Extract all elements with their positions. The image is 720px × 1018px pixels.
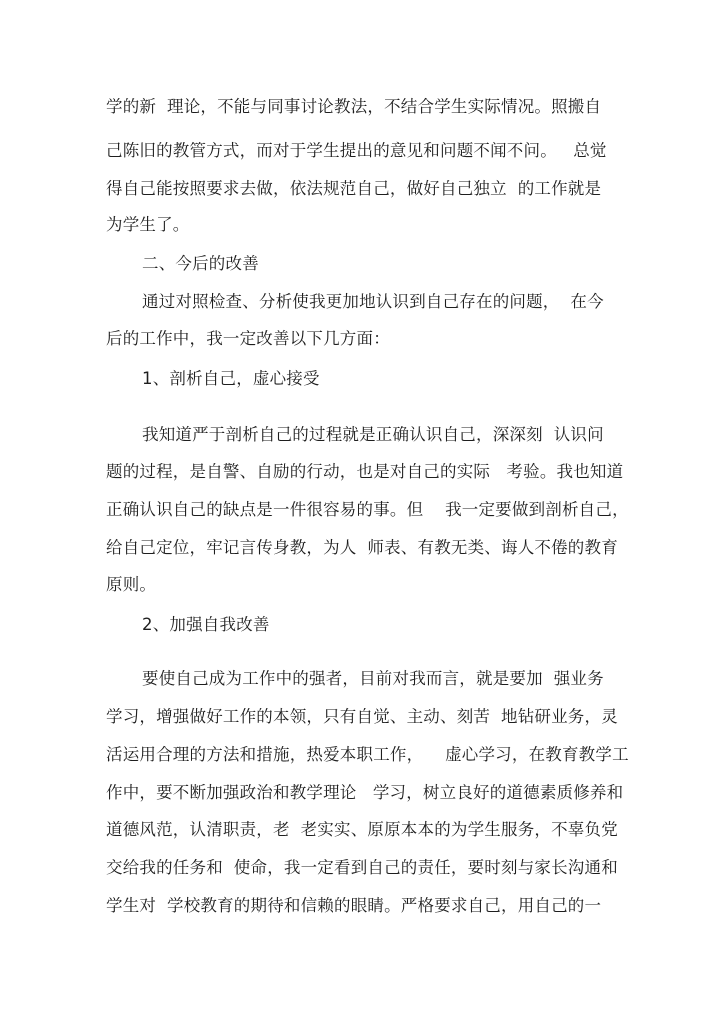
paragraph-1-line-4: 为学生了。 (106, 215, 190, 234)
item-1-line-1: 我知道严于剖析自己的过程就是正确认识自己，深深刻 认识问 (142, 425, 604, 444)
item-1-line-4: 给自己定位，牢记言传身教，为人 师表、有教无类、诲人不倦的教育 (106, 538, 618, 557)
item-1-line-2: 题的过程，是自警、自励的行动，也是对自己的实际 考验。我也知道 (106, 462, 624, 481)
item-2-line-3: 活运用合理的方法和措施，热爱本职工作， 虚心学习，在教育教学工 (106, 745, 629, 764)
section-heading: 二、今后的改善 (142, 254, 259, 273)
paragraph-2-line-1: 通过对照检查、分析使我更加地认识到自己存在的问题， 在今 (142, 292, 604, 311)
item-2-line-4: 作中，要不断加强政治和教学理论 学习，树立良好的道德素质修养和 (106, 783, 624, 802)
paragraph-1-line-2: 己陈旧的教管方式，而对于学生提出的意见和问题不闻不问。 总觉 (106, 141, 607, 160)
item-2-line-7: 学生对 学校教育的期待和信赖的眼睛。严格要求自己，用自己的一 (106, 896, 602, 915)
item-1-line-5: 原则。 (106, 575, 157, 594)
item-2-line-6: 交给我的任务和 使命，我一定看到自己的责任，要时刻与家长沟通和 (106, 858, 618, 877)
paragraph-1-line-1: 学的新 理论，不能与同事讨论教法，不结合学生实际情况。照搬自 (106, 97, 602, 116)
item-2-line-1: 要使自己成为工作中的强者，目前对我而言，就是要加 强业务 (142, 669, 604, 688)
item-1-heading: 1、剖析自己，虚心接受 (142, 369, 320, 388)
item-2-heading: 2、加强自我改善 (142, 615, 270, 634)
item-1-line-3: 正确认识自己的缺点是一件很容易的事。但 我一定要做到剖析自己， (106, 500, 629, 519)
item-2-line-2: 学习，增强做好工作的本领，只有自觉、主动、刻苦 地钻研业务，灵 (106, 707, 618, 726)
paragraph-2-line-2: 后的工作中，我一定改善以下几方面： (106, 329, 390, 348)
item-2-line-5: 道德风范，认清职责，老 老实实、原原本本的为学生服务，不辜负党 (106, 820, 618, 839)
paragraph-1-line-3: 得自己能按照要求去做，依法规范自己，做好自己独立 的工作就是 (106, 179, 602, 198)
